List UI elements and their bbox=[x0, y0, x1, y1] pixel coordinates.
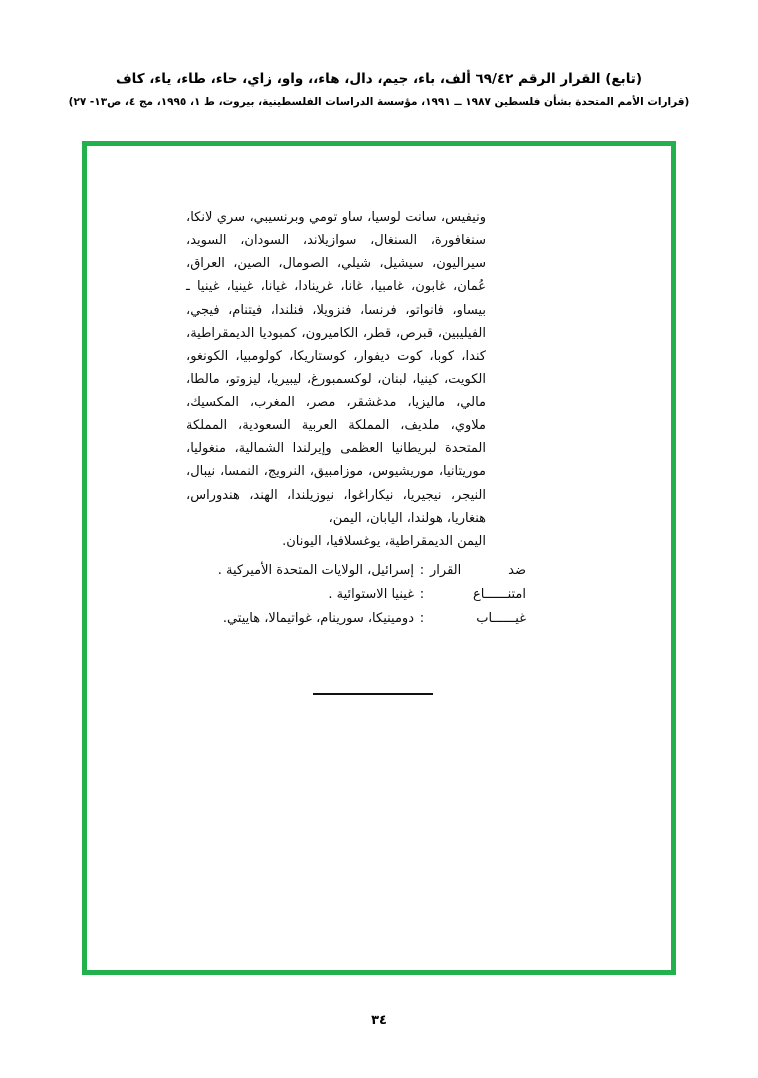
vote-row bbox=[166, 583, 526, 607]
frame-content bbox=[87, 146, 671, 970]
vote-value: غينيا الاستوائية . bbox=[328, 586, 414, 602]
vote-separator: : bbox=[419, 610, 425, 626]
page-header bbox=[0, 70, 758, 110]
page-number: ٣٤ bbox=[371, 1013, 387, 1028]
green-border-frame bbox=[82, 141, 676, 975]
header-source-citation: (قرارات الأمم المتحدة بشأن فلسطين ١٩٨٧ ــ ١٩٩١، مؤسسة الدراسات الفلسطينية، بيروت، ط ١، ١٩٩٥، مج ٤، ص١٣- ٢٧) bbox=[68, 95, 690, 108]
vote-label: ضد القرار bbox=[430, 562, 526, 578]
vote-label: امتنــــــاع bbox=[473, 586, 526, 602]
country-list-text-tail: اليمن الديمقراطية، يوغسلافيا، اليونان. bbox=[282, 533, 486, 549]
horizontal-rule bbox=[313, 693, 433, 695]
country-list-text: ونيفيس، سانت لوسيا، ساو تومي وبرنسيبي، سري لانكا، سنغافورة، السنغال، سوازيلاند، السودان، السويد، سيراليون، سيشيل، شيلي، الصومال، الصين، العراق، عُمان، غابون، غامبيا، غانا، غرينادا، غيانا، غينيا، غينيا ـ بيساو، فانواتو، فرنسا، فنزويلا، فنلندا، فيتنام، فيجي، الفيليبين، قبرص، قطر، الكاميرون، كمبوديا الديمقراطية، كندا، كوبا، كوت ديفوار، كوستاريكا، كولومبيا، الكونغو، الكويت، كينيا، لبنان، لوكسمبورغ، ليبيريا، ليزوتو، مالطا، مالي، ماليزيا، مدغشقر، مصر، المغرب، المكسيك، ملاوي، ملديف، المملكة العربية السعودية، المملكة المتحدة لبريطانيا العظمى وإيرلندا الشمالية، منغوليا، موريتانيا، موريشيوس، موزامبيق، النرويج، النمسا، نيبال، النيجر، نيجيريا، نيكاراغوا، نيوزيلندا، الهند، هندوراس، هنغاريا، هولندا، اليابان، اليمن، bbox=[186, 210, 486, 526]
vote-label: غيــــــاب bbox=[476, 610, 526, 626]
country-list-paragraph bbox=[186, 206, 486, 553]
vote-results-list bbox=[166, 559, 526, 631]
vote-row bbox=[166, 607, 526, 631]
header-title: (تابع) القرار الرقم ٦٩/٤٢ ألف، باء، جيم، دال، هاء،، واو، زاي، حاء، طاء، ياء، كاف bbox=[115, 71, 643, 87]
vote-separator: : bbox=[419, 562, 425, 578]
vote-value: إسرائيل، الولايات المتحدة الأميركية . bbox=[217, 562, 414, 578]
vote-row bbox=[166, 559, 526, 583]
vote-value: دومينيكا، سورينام، غواتيمالا، هاييتي. bbox=[222, 610, 414, 626]
vote-separator: : bbox=[419, 586, 425, 602]
